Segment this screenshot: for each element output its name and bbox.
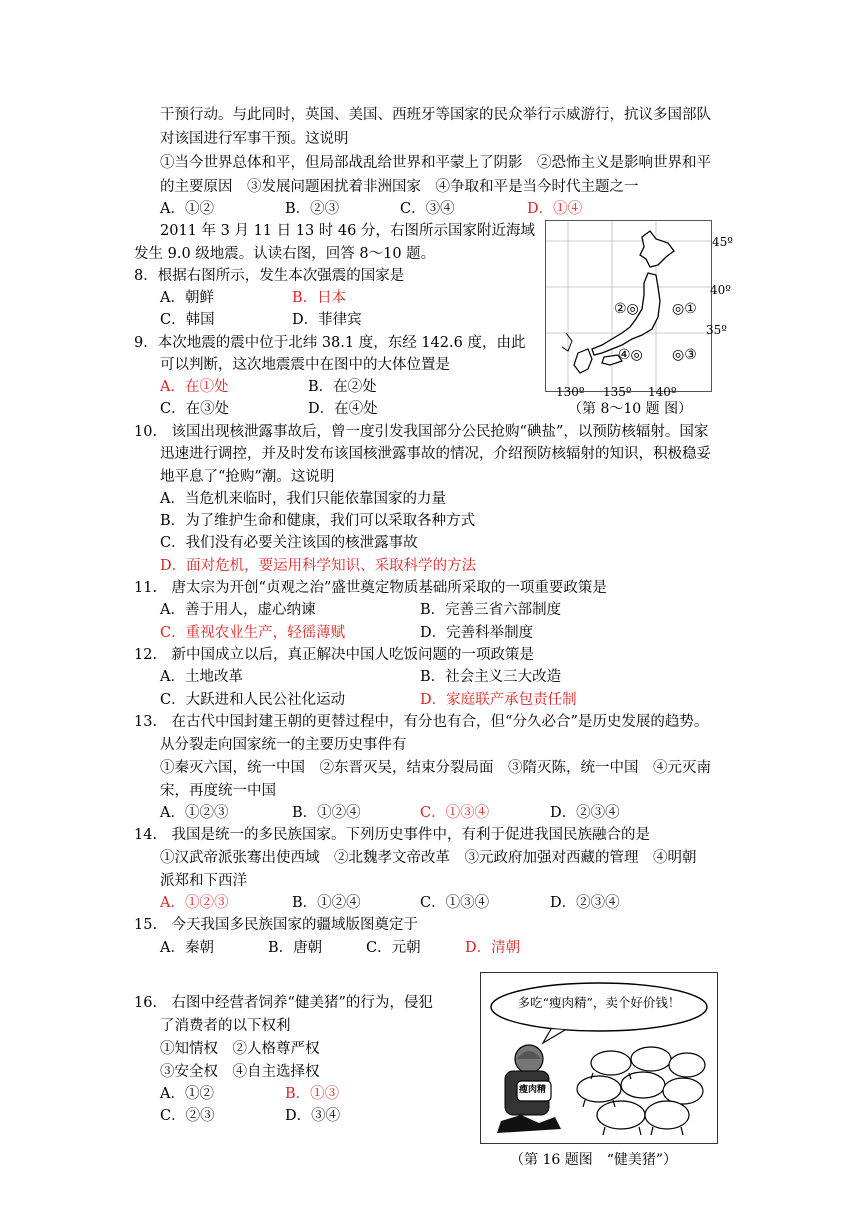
q12-stem: 12. 新中国成立以后，真正解决中国人吃饭问题的一项政策是 <box>134 647 535 663</box>
q13-option-a: A．①②③ <box>160 805 229 821</box>
q15-option-b: B．唐朝 <box>268 940 323 956</box>
korea-coast <box>562 333 572 351</box>
intro-option-d-answer: D．①④ <box>527 201 583 217</box>
hokkaido-island <box>640 231 674 267</box>
map-lat-35: 35º <box>706 323 727 337</box>
map-lon-135: 135º <box>603 385 632 399</box>
q8-option-b-answer: B．日本 <box>292 290 347 306</box>
intro-line-1: 干预行动。与此同时，英国、美国、西班牙等国家的民众举行示威游行，抗议多国部队 <box>160 107 711 123</box>
q14-option-a-answer: A．①②③ <box>160 895 229 911</box>
q11-option-a: A．善于用人，虚心纳谏 <box>160 602 316 618</box>
q15-stem: 15. 今天我国多民族国家的疆域版图奠定于 <box>134 917 419 933</box>
q9-option-b: B．在②处 <box>308 379 377 395</box>
q8-stem: 8．根据右图所示，发生本次强震的国家是 <box>134 268 405 284</box>
q12-option-d-answer: D．家庭联产承包责任制 <box>420 692 577 708</box>
kyushu-island <box>574 349 592 373</box>
q11-option-d: D．完善科举制度 <box>420 625 534 641</box>
map-lon-130: 130º <box>556 385 585 399</box>
map-caption: （第 8～10 题 图） <box>568 401 693 417</box>
intro-option-b: B．②③ <box>285 201 340 217</box>
q9-option-a-answer: A．在①处 <box>160 379 229 395</box>
q13-line-2: 从分裂走向国家统一的主要历史事件有 <box>160 737 407 753</box>
q9-option-c: C．在③处 <box>160 401 230 417</box>
q10-option-a: A．当危机来临时，我们只能依靠国家的力量 <box>160 491 446 507</box>
intro-option-a: A．①② <box>160 201 214 217</box>
intro-line-4: 的主要原因 ③发展问题困扰着非洲国家 ④争取和平是当今时代主题之一 <box>160 179 639 195</box>
intro-line-3: ①当今世界总体和平，但局部战乱给世界和平蒙上了阴影 ②恐怖主义是影响世界和平 <box>160 155 711 171</box>
q10-line-3: 地平息了“抢购”潮。这说明 <box>160 469 335 485</box>
map-marker-3: ◎③ <box>672 347 697 363</box>
q14-line-1: 14. 我国是统一的多民族国家。下列历史事件中，有利于促进我国民族融合的是 <box>134 827 651 843</box>
q14-option-c: C．①③④ <box>420 895 490 911</box>
q14-line-2: ①汉武帝派张骞出使西域 ②北魏孝文帝改革 ③元政府加强对西藏的管理 ④明朝 <box>160 850 697 866</box>
q10-option-d-answer: D．面对危机，要运用科学知识、采取科学的方法 <box>160 558 477 574</box>
q12-option-a: A．土地改革 <box>160 669 243 685</box>
q13-line-4: 宋，再度统一中国 <box>160 783 276 799</box>
q11-stem: 11. 唐太宗为开创“贞观之治”盛世奠定物质基础所采取的一项重要政策是 <box>134 580 607 596</box>
intro-option-c: C．③④ <box>400 201 455 217</box>
q16-option-b-answer: B．①③ <box>285 1086 340 1102</box>
intro-line-2: 对该国进行军事干预。这说明 <box>160 131 349 147</box>
cartoon-caption: （第 16 题图 “健美猪”） <box>510 1152 678 1168</box>
q12-option-b: B．社会主义三大改造 <box>420 669 562 685</box>
q16-line-1: 16. 右图中经营者饲养“健美猪”的行为，侵犯 <box>134 995 433 1011</box>
q9-option-d: D．在④处 <box>308 401 378 417</box>
japan-map <box>545 220 712 392</box>
q16-option-c: C．②③ <box>160 1108 215 1124</box>
q11-option-c-answer: C．重视农业生产，轻徭薄赋 <box>160 625 346 641</box>
quake-line-2: 发生 9.0 级地震。认读右图，回答 8～10 题。 <box>134 246 436 262</box>
q8-option-c: C．韩国 <box>160 312 215 328</box>
q10-line-1: 10. 该国出现核泄露事故后，曾一度引发我国部分公民抢购“碘盐”，以预防核辐射。国家 <box>134 424 709 440</box>
q14-option-b: B．①②④ <box>292 895 361 911</box>
q14-line-3: 派郑和下西洋 <box>160 873 247 889</box>
q13-line-1: 13. 在古代中国封建王朝的更替过程中，有分也有合，但“分久必合”是历史发展的趋势。 <box>134 714 709 730</box>
q15-option-c: C．元朝 <box>366 940 421 956</box>
q15-option-a: A．秦朝 <box>160 940 214 956</box>
q16-line-2: 了消费者的以下权利 <box>160 1018 291 1034</box>
q9-line-1: 9．本次地震的震中位于北纬 38.1 度，东经 142.6 度，由此 <box>134 335 526 351</box>
cartoon-speech-text: 多吃“瘦肉精”，卖个好价钱！ <box>517 995 681 1010</box>
q10-option-c: C．我们没有必要关注该国的核泄露事故 <box>160 535 418 551</box>
q16-line-4: ③安全权 ④自主选择权 <box>160 1064 320 1080</box>
q13-option-d: D．②③④ <box>550 805 620 821</box>
map-marker-2: ②◎ <box>614 301 639 317</box>
q11-option-b: B．完善三省六部制度 <box>420 602 562 618</box>
q8-option-d: D．菲律宾 <box>292 312 362 328</box>
map-marker-1: ◎① <box>672 301 697 317</box>
q16-line-3: ①知情权 ②人格尊严权 <box>160 1041 320 1057</box>
map-marker-4: ④◎ <box>618 347 643 363</box>
q13-option-c-answer: C．①③④ <box>420 805 490 821</box>
q13-option-b: B．①②④ <box>292 805 361 821</box>
q16-option-a: A．①② <box>160 1086 214 1102</box>
q15-option-d-answer: D．清朝 <box>465 940 521 956</box>
map-lat-40: 40º <box>710 283 731 297</box>
q14-option-d: D．②③④ <box>550 895 620 911</box>
q10-line-2: 迅速进行调控，并及时发布该国核泄露事故的情况，介绍预防核辐射的知识，积极稳妥 <box>160 446 711 462</box>
q12-option-c: C．大跃进和人民公社化运动 <box>160 692 346 708</box>
q10-option-b: B．为了维护生命和健康，我们可以采取各种方式 <box>160 513 476 529</box>
q9-line-2: 可以判断，这次地震震中在图中的大体位置是 <box>160 357 450 373</box>
map-lat-45: 45º <box>712 235 733 249</box>
q13-line-3: ①秦灭六国，统一中国 ②东晋灭吴，结束分裂局面 ③隋灭陈，统一中国 ④元灭南 <box>160 760 711 776</box>
q16-option-d: D．③④ <box>285 1108 341 1124</box>
map-lon-140: 140º <box>648 385 677 399</box>
quake-line-1: 2011 年 3 月 11 日 13 时 46 分，右图所示国家附近海域 <box>160 223 535 239</box>
cartoon-bag-label: 瘦肉精 <box>519 1085 547 1095</box>
q8-option-a: A．朝鲜 <box>160 290 214 306</box>
healthy-pig-cartoon <box>480 972 718 1144</box>
